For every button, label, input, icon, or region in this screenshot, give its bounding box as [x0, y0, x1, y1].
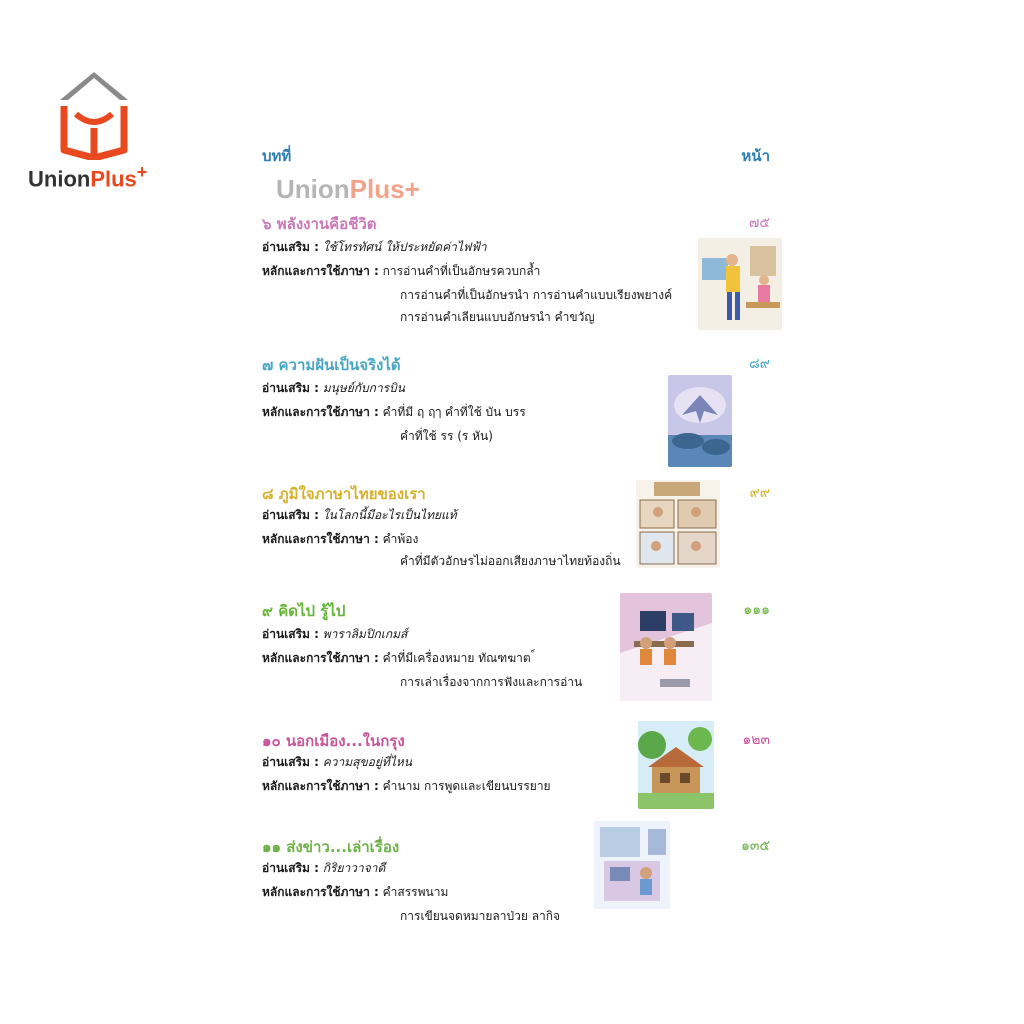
- chapter-page: ๑๓๕: [740, 838, 770, 854]
- house-book-icon: [54, 70, 134, 160]
- principle-row: หลักและการใช้ภาษา : คำพ้อง: [262, 532, 419, 546]
- principle-row: หลักและการใช้ภาษา : คำที่มี ฤ ฤๅ คำที่ใช้ บัน บรร: [262, 405, 526, 419]
- chapter-title: ๙ คิดไป รู้ไป: [262, 602, 346, 620]
- principle-line: การอ่านคำที่เป็นอักษรนำ การอ่านคำแบบเรียงพยางค์: [400, 288, 673, 302]
- illustration: [638, 721, 714, 809]
- page-header: หน้า: [741, 147, 770, 165]
- principle-row: หลักและการใช้ภาษา : การอ่านคำที่เป็นอักษรควบกล้ำ: [262, 264, 541, 278]
- brand-logo: [24, 70, 164, 190]
- chapter-page: ๑๒๓: [742, 732, 770, 748]
- principle-line: การอ่านคำเลียนแบบอักษรนำ คำขวัญ: [400, 310, 595, 324]
- chapter-title: ๑๑ ส่งข่าว...เล่าเรื่อง: [262, 838, 400, 856]
- principle-row: หลักและการใช้ภาษา : คำสรรพนาม: [262, 885, 449, 899]
- principle-row: หลักและการใช้ภาษา : คำที่มีเครื่องหมาย ทัณฑฆาต ์: [262, 651, 535, 665]
- chapter-page: ๘๙: [748, 356, 770, 372]
- chapter-title: ๖ พลังงานคือชีวิต: [262, 215, 377, 233]
- chapter-title: ๘ ภูมิใจภาษาไทยของเรา: [262, 485, 426, 503]
- chapter-page: ๙๙: [749, 485, 770, 501]
- illustration: [594, 821, 670, 909]
- principle-line: การเล่าเรื่องจากการฟังและการอ่าน: [400, 675, 583, 689]
- principle-line: การเขียนจดหมายลาป่วย ลากิจ: [400, 909, 561, 923]
- chapter-header: บทที่: [262, 147, 292, 165]
- principle-row: หลักและการใช้ภาษา : คำนาม การพูดและเขียนบรรยาย: [262, 779, 551, 793]
- chapter-title: ๗ ความฝันเป็นจริงได้: [262, 356, 401, 374]
- table-of-contents: [262, 140, 782, 940]
- extra-reading: อ่านเสริม : มนุษย์กับการบิน: [262, 381, 405, 395]
- illustration: [620, 593, 712, 701]
- extra-reading: อ่านเสริม : กิริยาวาจาดี: [262, 861, 386, 875]
- illustration: [698, 238, 782, 330]
- watermark: UnionPlus+: [276, 174, 420, 204]
- chapter-entry: [262, 212, 782, 342]
- chapter-page: ๗๕: [748, 215, 770, 231]
- chapter-entry: [262, 353, 782, 483]
- extra-reading: อ่านเสริม : พาราลิมปิกเกมส์: [262, 627, 408, 641]
- illustration: [668, 375, 732, 467]
- extra-reading: อ่านเสริม : ความสุขอยู่ที่ไหน: [262, 755, 412, 769]
- principle-line: คำที่ใช้ รร (ร หัน): [400, 429, 493, 443]
- principle-line: คำที่มีตัวอักษรไม่ออกเสียงภาษาไทยท้องถิ่น: [400, 554, 621, 568]
- extra-reading: อ่านเสริม : ในโลกนี้มีอะไรเป็นไทยแท้: [262, 508, 457, 522]
- chapter-entry: [262, 835, 782, 965]
- illustration: [636, 480, 720, 568]
- extra-reading: อ่านเสริม : ใช้โทรทัศน์ ให้ประหยัดค่าไฟฟ้า: [262, 240, 487, 254]
- chapter-title: ๑๐ นอกเมือง...ในกรุง: [262, 732, 405, 750]
- brand-name: UnionPlus+: [28, 162, 148, 192]
- chapter-page: ๑๑๑: [743, 602, 770, 618]
- chapter-entry: [262, 599, 782, 729]
